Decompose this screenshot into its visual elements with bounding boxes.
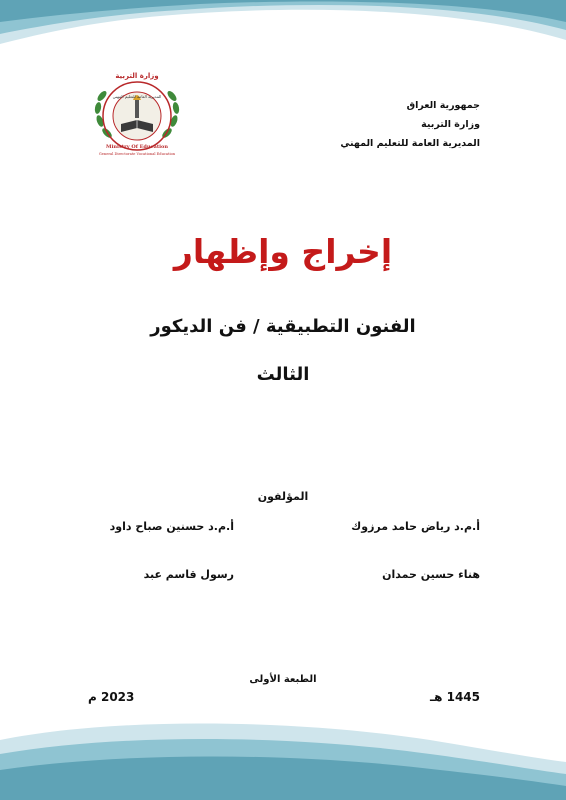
year-gregorian: 2023 م	[88, 690, 135, 704]
header-ministry: وزارة التربية	[421, 119, 480, 130]
year-hijri: 1445 هـ	[429, 690, 480, 704]
bottom-wave-decoration	[0, 710, 566, 800]
ministry-emblem-logo	[88, 66, 186, 158]
author-name: أ.م.د رياض حامد مرزوك	[351, 520, 480, 533]
edition-label: الطبعة الأولى	[249, 674, 317, 685]
ministry-header	[340, 96, 480, 153]
authors-heading: المؤلفون	[257, 490, 309, 503]
author-name: رسول قاسم عبد	[143, 568, 234, 581]
emblem-arabic-title: وزارة التربية	[115, 72, 159, 80]
emblem-english-ministry: Ministry Of Education	[105, 144, 169, 150]
book-grade: الثالث	[256, 364, 310, 385]
header-directorate: المديرية العامة للتعليم المهني	[340, 138, 480, 149]
emblem-arabic-inner: المديرية العامة للتعليم المهني	[112, 94, 162, 99]
top-wave-decoration	[0, 0, 566, 62]
book-title: إخراج وإظهار	[173, 232, 393, 271]
author-name: أ.م.د حسنين صباح داود	[109, 520, 234, 533]
author-name: هناء حسين حمدان	[382, 568, 480, 581]
header-republic: جمهورية العراق	[406, 100, 480, 111]
book-subject: الفنون التطبيقية / فن الديكور	[150, 316, 416, 337]
emblem-english-directorate: General Directorate Vocational Education	[98, 152, 176, 156]
